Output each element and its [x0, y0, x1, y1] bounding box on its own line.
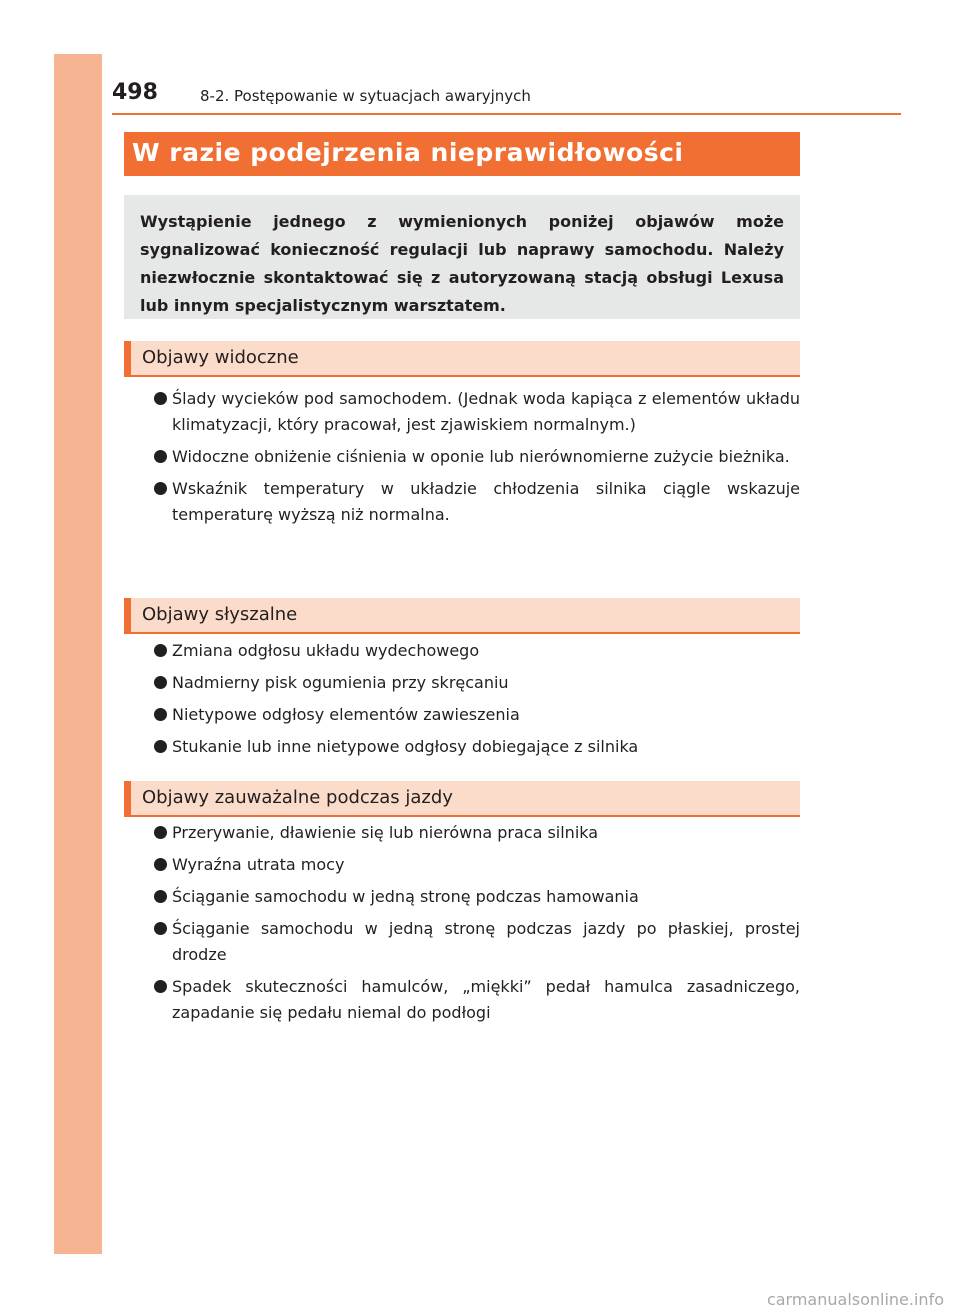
bullet-icon	[154, 740, 167, 753]
intro-text: Wystąpienie jednego z wymienionych poniżej objawów może sygnalizować konieczność regulacji lub naprawy samochodu. Należy niezwłocznie skontaktować się z autoryzowaną stacją obsługi Lexusa lub innym specjalistycznym warsztatem.	[140, 212, 784, 315]
bullet-list-audible	[148, 638, 800, 766]
list-item: Ściąganie samochodu w jedną stronę podczas jazdy po płaskiej, prostej drodze	[148, 916, 800, 968]
side-tab-band	[54, 54, 102, 1254]
list-item: Wskaźnik temperatury w układzie chłodzenia silnika ciągle wskazuje temperaturę wyższą niż normalna.	[148, 476, 800, 528]
list-item: Przerywanie, dławienie się lub nierówna praca silnika	[148, 820, 800, 846]
list-item: Wyraźna utrata mocy	[148, 852, 800, 878]
list-item: Nietypowe odgłosy elementów zawieszenia	[148, 702, 800, 728]
bullet-icon	[154, 676, 167, 689]
list-item: Widoczne obniżenie ciśnienia w oponie lub nierównomierne zużycie bieżnika.	[148, 444, 800, 470]
watermark-text: carmanualsonline.info	[766, 1290, 944, 1309]
header-divider	[112, 113, 901, 115]
bullet-list-driving	[148, 820, 800, 1032]
section-heading-visible	[124, 341, 800, 377]
page-title: W razie podejrzenia nieprawidłowości	[132, 138, 684, 167]
section-heading-label: Objawy zauważalne podczas jazdy	[142, 787, 453, 808]
bullet-icon	[154, 450, 167, 463]
list-item: Zmiana odgłosu układu wydechowego	[148, 638, 800, 664]
bullet-icon	[154, 858, 167, 871]
bullet-icon	[154, 980, 167, 993]
bullet-icon	[154, 392, 167, 405]
bullet-icon	[154, 708, 167, 721]
bullet-icon	[154, 826, 167, 839]
list-item: Ściąganie samochodu w jedną stronę podczas hamowania	[148, 884, 800, 910]
bullet-icon	[154, 644, 167, 657]
page-header	[112, 80, 902, 114]
list-item: Nadmierny pisk ogumienia przy skręcaniu	[148, 670, 800, 696]
list-item: Ślady wycieków pod samochodem. (Jednak woda kapiąca z elementów układu klimatyzacji, który pracował, jest zjawiskiem normalnym.)	[148, 386, 800, 438]
section-heading-audible	[124, 598, 800, 634]
section-heading-label: Objawy widoczne	[142, 347, 299, 368]
page-number: 498	[112, 80, 158, 105]
chapter-title: 8-2. Postępowanie w sytuacjach awaryjnych	[200, 87, 531, 105]
intro-box	[124, 195, 800, 319]
bullet-list-visible	[148, 386, 800, 534]
bullet-icon	[154, 922, 167, 935]
bullet-icon	[154, 890, 167, 903]
section-heading-label: Objawy słyszalne	[142, 604, 298, 625]
list-item: Spadek skuteczności hamulców, „miękki” pedał hamulca zasadniczego, zapadanie się pedału niemal do podłogi	[148, 974, 800, 1026]
bullet-icon	[154, 482, 167, 495]
section-title-bar	[124, 132, 800, 176]
section-heading-driving	[124, 781, 800, 817]
list-item: Stukanie lub inne nietypowe odgłosy dobiegające z silnika	[148, 734, 800, 760]
